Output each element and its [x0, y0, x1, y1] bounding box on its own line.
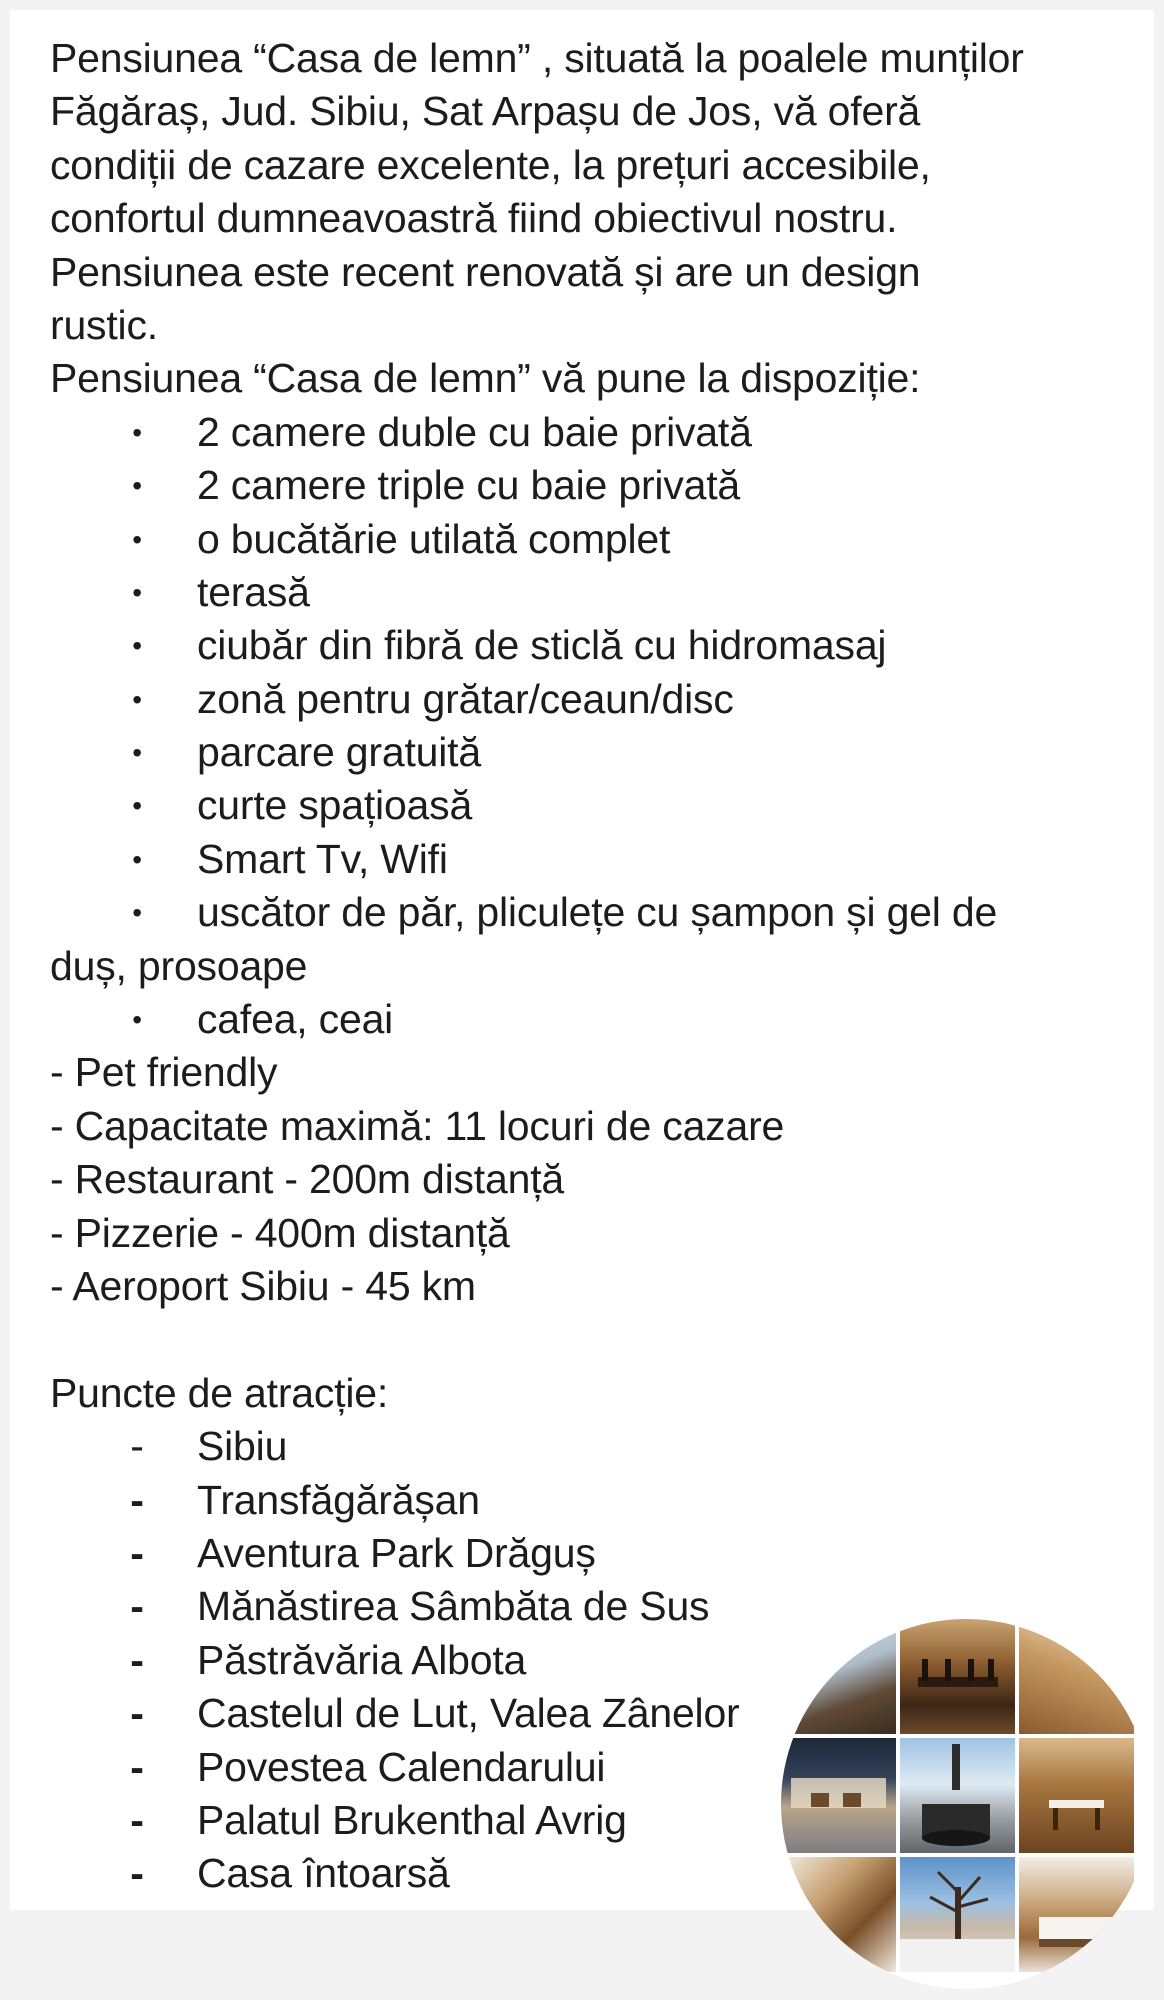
bullet-icon: • [132, 523, 142, 555]
amenity-item [50, 406, 1150, 459]
terrace-icon [781, 1738, 896, 1853]
bullet-icon: • [132, 470, 142, 502]
bullet-icon: • [132, 843, 142, 875]
bullet-icon: • [132, 897, 142, 929]
attraction-text: Păstrăvăria Albota [197, 1636, 527, 1683]
amenity-text: parcare gratuită [197, 729, 481, 776]
photo-deck-tile [781, 1619, 896, 1734]
amenity-text: curte spațioasă [197, 782, 473, 829]
amenity-text: zonă pentru grătar/ceaun/disc [197, 675, 734, 722]
intro-line: rustic. [50, 301, 158, 348]
bullet-icon: • [132, 737, 142, 769]
attraction-text: Palatul Brukenthal Avrig [197, 1796, 627, 1843]
dash-icon: - [130, 1690, 144, 1737]
fact-line: - Pet friendly [50, 1049, 278, 1096]
amenity-text: ciubăr din fibră de sticlă cu hidromasaj [197, 622, 887, 669]
amenity-text: 2 camere triple cu baie privată [197, 462, 741, 509]
amenity-item [50, 673, 1150, 726]
attraction-text: Castelul de Lut, Valea Zânelor [197, 1690, 740, 1737]
attraction-text: Mănăstirea Sâmbăta de Sus [197, 1583, 710, 1630]
dash-icon: - [130, 1583, 144, 1630]
fact-line: - Restaurant - 200m distanță [50, 1156, 564, 1203]
amenity-wrap-line: duș, prosoape [50, 942, 308, 989]
photo-dining-room-tile [900, 1619, 1015, 1734]
fact-line: - Pizzerie - 400m distanță [50, 1209, 510, 1256]
amenity-item [50, 886, 1150, 939]
attraction-item [50, 1420, 1150, 1473]
photo-ceiling-tile [1019, 1619, 1134, 1734]
amenity-text: cafea, ceai [197, 996, 394, 1043]
amenity-item [50, 513, 1150, 566]
amenity-item [50, 779, 1150, 832]
dash-icon: - [130, 1796, 144, 1843]
intro-line: confortul dumneavoastră fiind obiectivul nostru. [50, 195, 898, 242]
dash-icon: - [130, 1636, 144, 1683]
bullet-icon: • [132, 630, 142, 662]
amenity-text: terasă [197, 568, 310, 615]
amenity-text: Smart Tv, Wifi [197, 835, 448, 882]
kitchen-table-icon [1019, 1738, 1134, 1853]
amenity-text: o bucătărie utilată complet [197, 515, 671, 562]
attractions-heading: Puncte de atracție: [50, 1369, 389, 1416]
photo-bedroom-tile [1019, 1857, 1134, 1972]
attraction-item [50, 1474, 1150, 1527]
intro-line: Pensiunea este recent renovată și are un design [50, 248, 921, 295]
dining-table-icon [900, 1619, 1015, 1734]
bullet-icon: • [132, 1004, 142, 1036]
fact-line: - Capacitate maximă: 11 locuri de cazare [50, 1102, 785, 1149]
dash-icon: - [130, 1476, 144, 1523]
intro-line: Pensiunea “Casa de lemn” , situată la poalele munților [50, 35, 1024, 81]
amenity-item [50, 566, 1150, 619]
photo-winter-yard-tile [900, 1857, 1015, 1972]
dash-icon: - [130, 1423, 144, 1470]
hot-tub-icon [900, 1738, 1015, 1853]
amenity-item [50, 726, 1150, 779]
amenity-item [50, 619, 1150, 672]
fact-line: - Aeroport Sibiu - 45 km [50, 1262, 476, 1309]
attraction-text: Povestea Calendarului [197, 1743, 606, 1790]
amenity-text: uscător de păr, pliculețe cu șampon și gel de [197, 889, 998, 936]
bullet-icon: • [132, 683, 142, 715]
attraction-text: Casa întoarsă [197, 1850, 450, 1897]
amenity-item [50, 993, 1150, 1046]
photo-kitchen-tile [1019, 1738, 1134, 1853]
attraction-text: Transfăgărășan [197, 1476, 480, 1523]
bed-icon [1019, 1857, 1134, 1972]
photo-hot-tub-tile [900, 1738, 1015, 1853]
dash-icon: - [130, 1529, 144, 1576]
amenity-item [50, 459, 1150, 512]
photo-collage [781, 1619, 1151, 1989]
intro-line: Făgăraș, Jud. Sibiu, Sat Arpașu de Jos, vă oferă [50, 88, 921, 135]
bullet-icon: • [132, 790, 142, 822]
bullet-icon: • [132, 576, 142, 608]
amenity-text: 2 camere duble cu baie privată [197, 408, 752, 455]
tree-icon [900, 1857, 1015, 1972]
dash-icon: - [130, 1743, 144, 1790]
attraction-text: Sibiu [197, 1423, 288, 1470]
attraction-text: Aventura Park Drăguș [197, 1529, 596, 1576]
bullet-icon: • [132, 416, 142, 448]
intro-line: condiții de cazare excelente, la prețuri accesibile, [50, 141, 931, 188]
photo-terrace-night-tile [781, 1738, 896, 1853]
blank-line [50, 1313, 1150, 1366]
photo-stairs-tile [781, 1857, 896, 1972]
amenity-item [50, 833, 1150, 886]
attraction-item [50, 1527, 1150, 1580]
dash-icon: - [130, 1850, 144, 1897]
amenities-heading: Pensiunea “Casa de lemn” vă pune la dispoziție: [50, 355, 921, 402]
